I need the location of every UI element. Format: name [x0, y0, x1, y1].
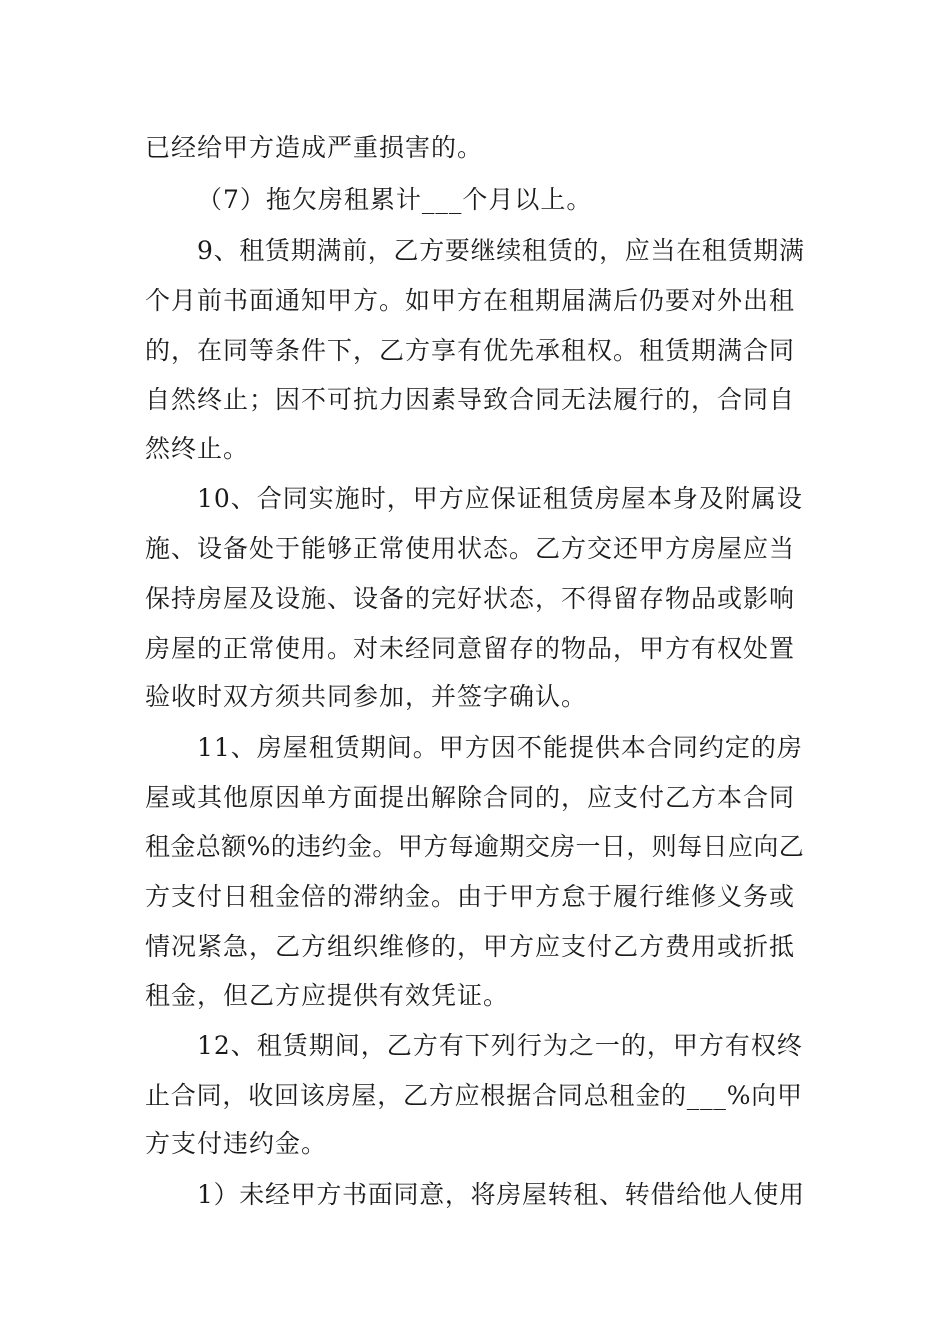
text-line: 情况紧急，乙方组织维修的，甲方应支付乙方费用或折抵: [145, 932, 796, 961]
text-line: 的，在同等条件下，乙方享有优先承租权。租赁期满合同: [145, 336, 796, 365]
text-line: 保持房屋及设施、设备的完好状态，不得留存物品或影响: [145, 584, 796, 613]
text-line: （7）拖欠房租累计___个月以上。: [197, 185, 593, 214]
text-line: 个月前书面通知甲方。如甲方在租期届满后仍要对外出租: [145, 286, 796, 315]
text-line: 10、合同实施时，甲方应保证租赁房屋本身及附属设: [197, 484, 803, 513]
text-line: 租金总额%的违约金。甲方每逾期交房一日，则每日应向乙: [145, 832, 805, 861]
text-line: 自然终止；因不可抗力因素导致合同无法履行的，合同自: [145, 385, 796, 414]
text-line: 租金，但乙方应提供有效凭证。: [145, 981, 510, 1010]
text-line: 方支付违约金。: [145, 1129, 328, 1158]
text-line: 12、租赁期间，乙方有下列行为之一的，甲方有权终: [197, 1031, 803, 1060]
text-line: 方支付日租金倍的滞纳金。由于甲方怠于履行维修义务或: [145, 882, 796, 911]
text-line: 11、房屋租赁期间。甲方因不能提供本合同约定的房: [197, 733, 803, 762]
text-line: 验收时双方须共同参加，并签字确认。: [145, 682, 588, 711]
text-line: 然终止。: [145, 434, 250, 463]
text-line: 1）未经甲方书面同意，将房屋转租、转借给他人使用: [197, 1180, 805, 1209]
text-line: 施、设备处于能够正常使用状态。乙方交还甲方房屋应当: [145, 534, 796, 563]
text-line: 房屋的正常使用。对未经同意留存的物品，甲方有权处置: [145, 634, 796, 663]
text-line: 已经给甲方造成严重损害的。: [145, 133, 484, 162]
text-line: 止合同，收回该房屋，乙方应根据合同总租金的___%向甲: [145, 1081, 803, 1110]
text-line: 9、租赁期满前，乙方要继续租赁的，应当在租赁期满: [197, 236, 805, 265]
text-line: 屋或其他原因单方面提出解除合同的，应支付乙方本合同: [145, 783, 796, 812]
